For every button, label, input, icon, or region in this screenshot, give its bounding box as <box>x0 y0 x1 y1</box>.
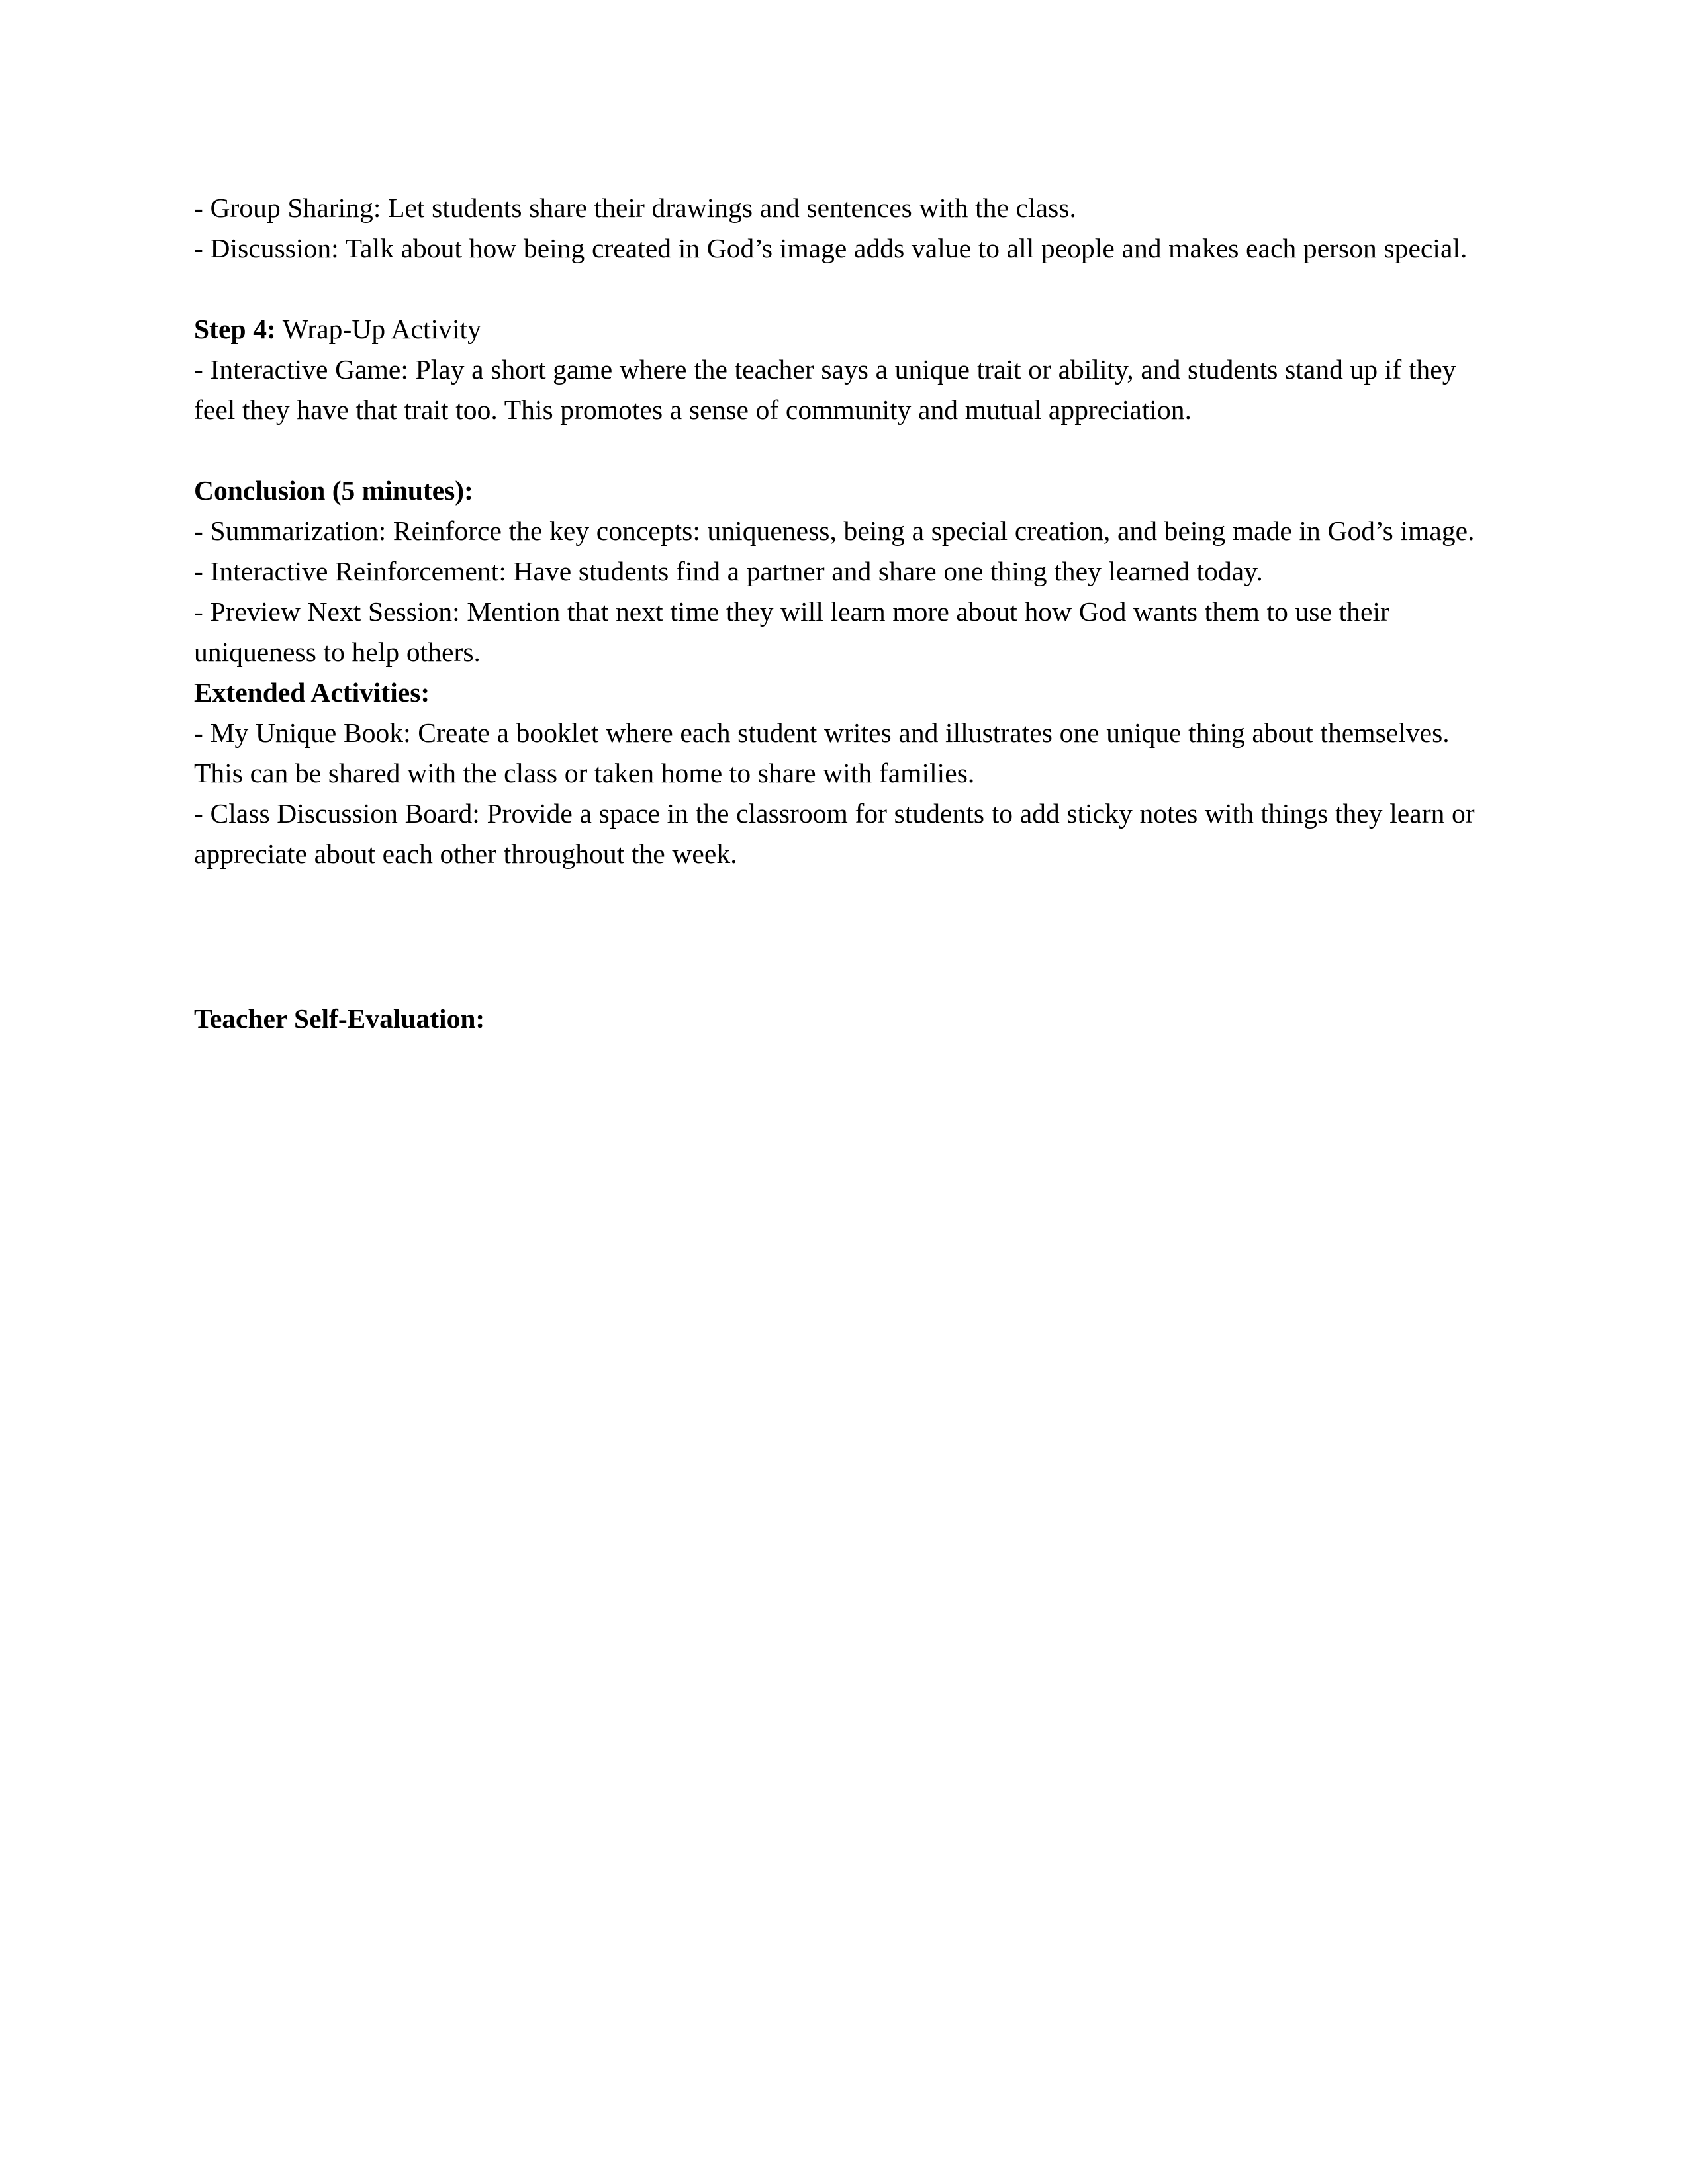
paragraph-group-sharing: - Group Sharing: Let students share their drawings and sentences with the class. <box>194 193 1076 223</box>
paragraph-class-discussion-board: - Class Discussion Board: Provide a space in the classroom for students to add sticky notes with things they learn or appreciate about each other throughout the week. <box>194 798 1475 869</box>
heading-extended-activities: Extended Activities: <box>194 677 430 707</box>
heading-conclusion: Conclusion (5 minutes): <box>194 475 473 506</box>
paragraph-spacer <box>194 430 1481 471</box>
heading-teacher-self-evaluation: Teacher Self-Evaluation: <box>194 1003 485 1034</box>
paragraph-summarization: - Summarization: Reinforce the key concepts: uniqueness, being a special creation, and being made in God’s image. <box>194 516 1475 546</box>
heading-step-4-title: Wrap-Up Activity <box>275 314 481 344</box>
paragraph-spacer <box>194 874 1481 999</box>
document-text-body <box>194 188 1481 1039</box>
paragraph-interactive-reinforcement: - Interactive Reinforcement: Have students find a partner and share one thing they learned today. <box>194 556 1263 586</box>
paragraph-interactive-game: - Interactive Game: Play a short game where the teacher says a unique trait or ability, and students stand up if they feel they have that trait too. This promotes a sense of community and mutual appreciation. <box>194 354 1456 425</box>
paragraph-my-unique-book: - My Unique Book: Create a booklet where each student writes and illustrates one unique thing about themselves. This can be shared with the class or taken home to share with families. <box>194 717 1450 788</box>
paragraph-spacer <box>194 269 1481 309</box>
heading-step-4-label: Step 4: <box>194 314 276 344</box>
heading-step-4 <box>194 309 1481 349</box>
paragraph-preview-next-session: - Preview Next Session: Mention that next time they will learn more about how God wants them to use their uniqueness to help others. <box>194 596 1389 667</box>
paragraph-discussion: - Discussion: Talk about how being created in God’s image adds value to all people and makes each person special. <box>194 233 1468 263</box>
